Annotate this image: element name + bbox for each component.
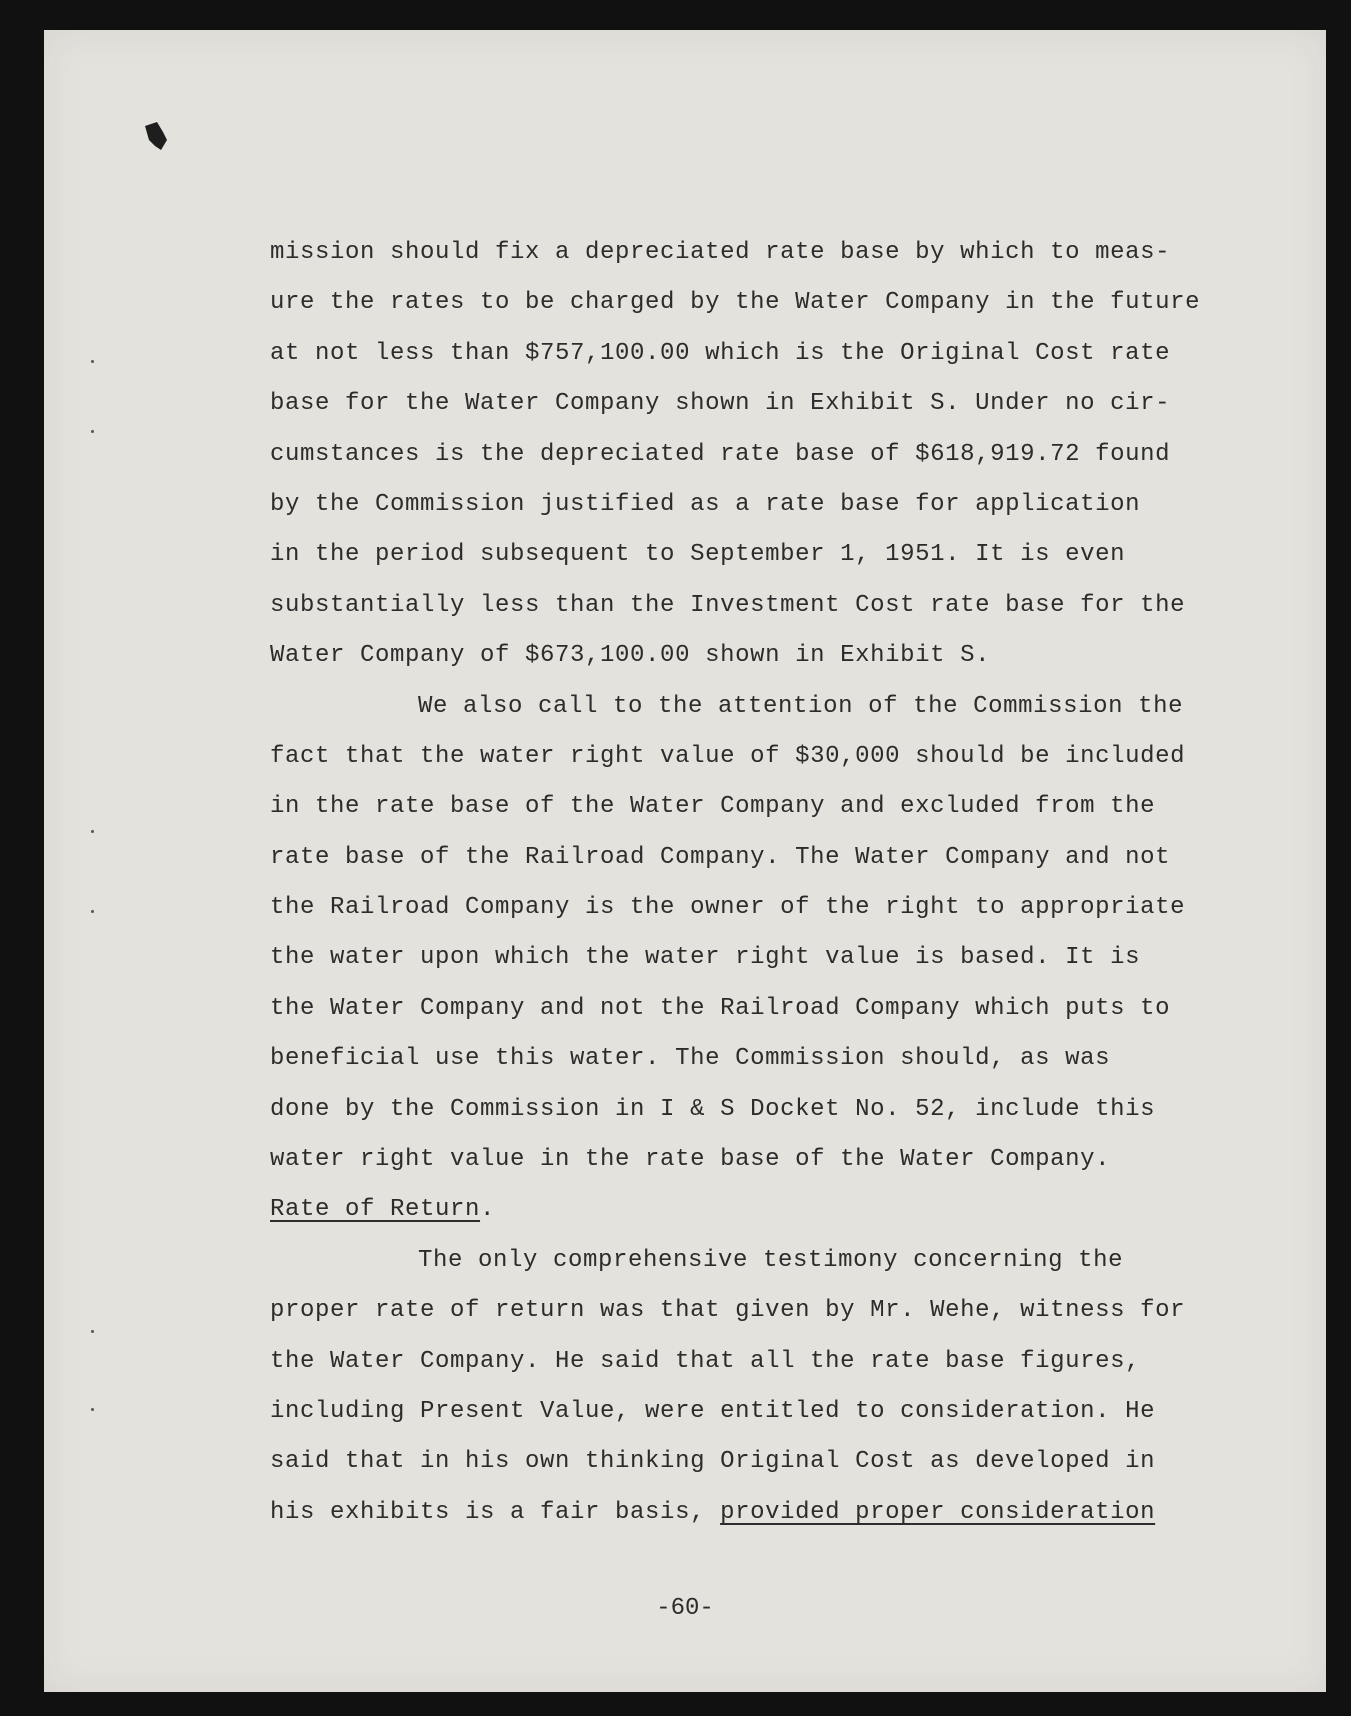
text-line: fact that the water right value of $30,000 should be included	[270, 742, 1186, 770]
text-line: mission should fix a depreciated rate base by which to meas-	[270, 239, 1171, 266]
paragraph-start-line: The only comprehensive testimony concerning the	[418, 1246, 1124, 1274]
page-number: -60-	[656, 1595, 714, 1622]
section-heading-punct: .	[480, 1196, 496, 1224]
text-line: done by the Commission in I & S Docket No. 52, include this	[270, 1095, 1156, 1123]
speck-mark	[91, 830, 94, 833]
speck-mark	[91, 360, 94, 363]
underlined-phrase: provided proper consideration	[720, 1498, 1156, 1526]
document-page	[44, 30, 1326, 1692]
text-line: by the Commission justified as a rate base for application	[270, 490, 1141, 518]
corner-mark-icon	[141, 120, 169, 156]
text-line: water right value in the rate base of the Water Company.	[270, 1146, 1111, 1174]
text-line: base for the Water Company shown in Exhibit S. Under no cir-	[270, 390, 1171, 418]
paragraph-start-line: We also call to the attention of the Commission the	[418, 692, 1184, 720]
text-line: the Water Company and not the Railroad Company which puts to	[270, 994, 1171, 1022]
text-line: beneficial use this water. The Commission should, as was	[270, 1045, 1111, 1073]
last-line-text: his exhibits is a fair basis,	[270, 1498, 721, 1526]
text-line: including Present Value, were entitled to consideration. He	[270, 1397, 1156, 1425]
text-line: proper rate of return was that given by Mr. Wehe, witness for	[270, 1297, 1186, 1325]
text-line: Water Company of $673,100.00 shown in Exhibit S.	[270, 642, 991, 670]
text-line: the Railroad Company is the owner of the right to appropriate	[270, 894, 1186, 922]
text-line: the Water Company. He said that all the rate base figures,	[270, 1347, 1141, 1375]
speck-mark	[91, 1408, 94, 1411]
text-line: in the rate base of the Water Company and excluded from the	[270, 793, 1156, 821]
body-text	[270, 228, 1250, 1538]
text-line: in the period subsequent to September 1, 1951. It is even	[270, 541, 1126, 569]
text-line: cumstances is the depreciated rate base of $618,919.72 found	[270, 440, 1171, 468]
section-heading: Rate of Return	[270, 1196, 481, 1224]
text-line: the water upon which the water right value is based. It is	[270, 944, 1141, 972]
text-line	[270, 1488, 1250, 1538]
speck-mark	[91, 910, 94, 913]
speck-mark	[91, 1330, 94, 1333]
text-line: substantially less than the Investment Cost rate base for the	[270, 591, 1186, 619]
text-line: said that in his own thinking Original Cost as developed in	[270, 1448, 1156, 1476]
speck-mark	[91, 430, 94, 433]
text-line: ure the rates to be charged by the Water Company in the future	[270, 289, 1201, 317]
text-line: at not less than $757,100.00 which is the Original Cost rate	[270, 339, 1171, 367]
text-line: rate base of the Railroad Company. The Water Company and not	[270, 843, 1171, 871]
section-heading-line	[270, 1185, 1250, 1235]
